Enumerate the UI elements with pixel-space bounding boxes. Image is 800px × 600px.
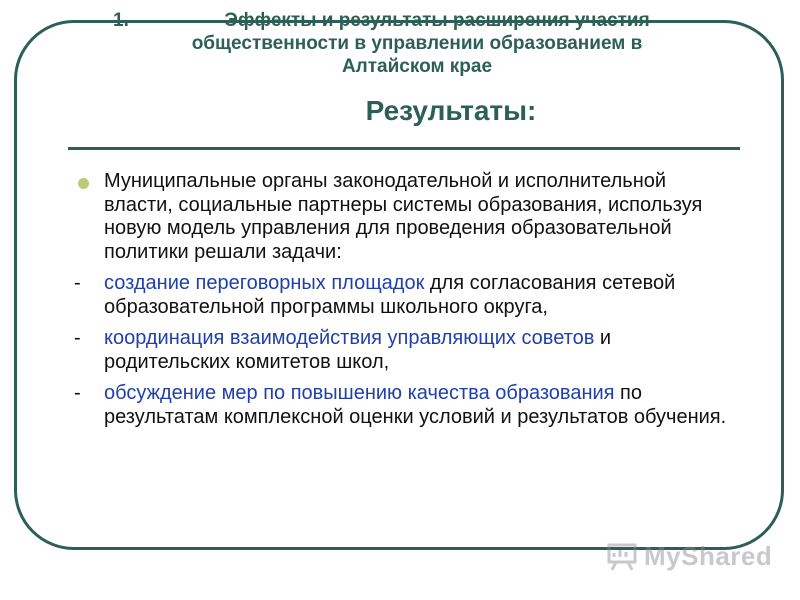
dash-marker: - [74, 382, 81, 404]
bullet-text: Муниципальные органы законодательной и исполнительной власти, социальные партнеры системы образования, используя новую модель управления для проведения образовательной политики решали задачи: [104, 170, 703, 263]
item-highlight: координация взаимодействия управляющих советов [104, 327, 595, 349]
dash-marker: - [74, 272, 81, 294]
presentation-board-icon [606, 539, 640, 573]
watermark-text: MyShared [644, 540, 773, 571]
bullet-dot-icon [78, 178, 89, 189]
heading-line-1: Эффекты и результаты расширения участия [224, 10, 650, 31]
item-text: по результатам комплексной оценки условий и результатов обучения. [104, 382, 727, 428]
heading-line-3: Алтайском крае [341, 56, 493, 77]
bullet-item [74, 170, 734, 264]
item-highlight: создание переговорных площадок [104, 272, 425, 294]
results-subtitle: Результаты: [365, 95, 537, 126]
list-item [74, 382, 734, 429]
slide-body [74, 170, 734, 437]
heading-line-2: общественности в управлении образованием в [191, 33, 643, 54]
title-divider [68, 147, 740, 150]
dash-marker: - [74, 327, 81, 349]
slide-heading [57, 9, 777, 78]
list-item [74, 327, 734, 374]
list-item [74, 272, 734, 319]
heading-number: 1. [113, 10, 129, 31]
item-highlight: обсуждение мер по повышению качества образования [104, 382, 615, 404]
item-text: для согласования сетевой образовательной программы школьного округа, [104, 272, 676, 318]
item-text: и родительских комитетов школ, [104, 327, 612, 373]
myshared-watermark [606, 536, 772, 576]
